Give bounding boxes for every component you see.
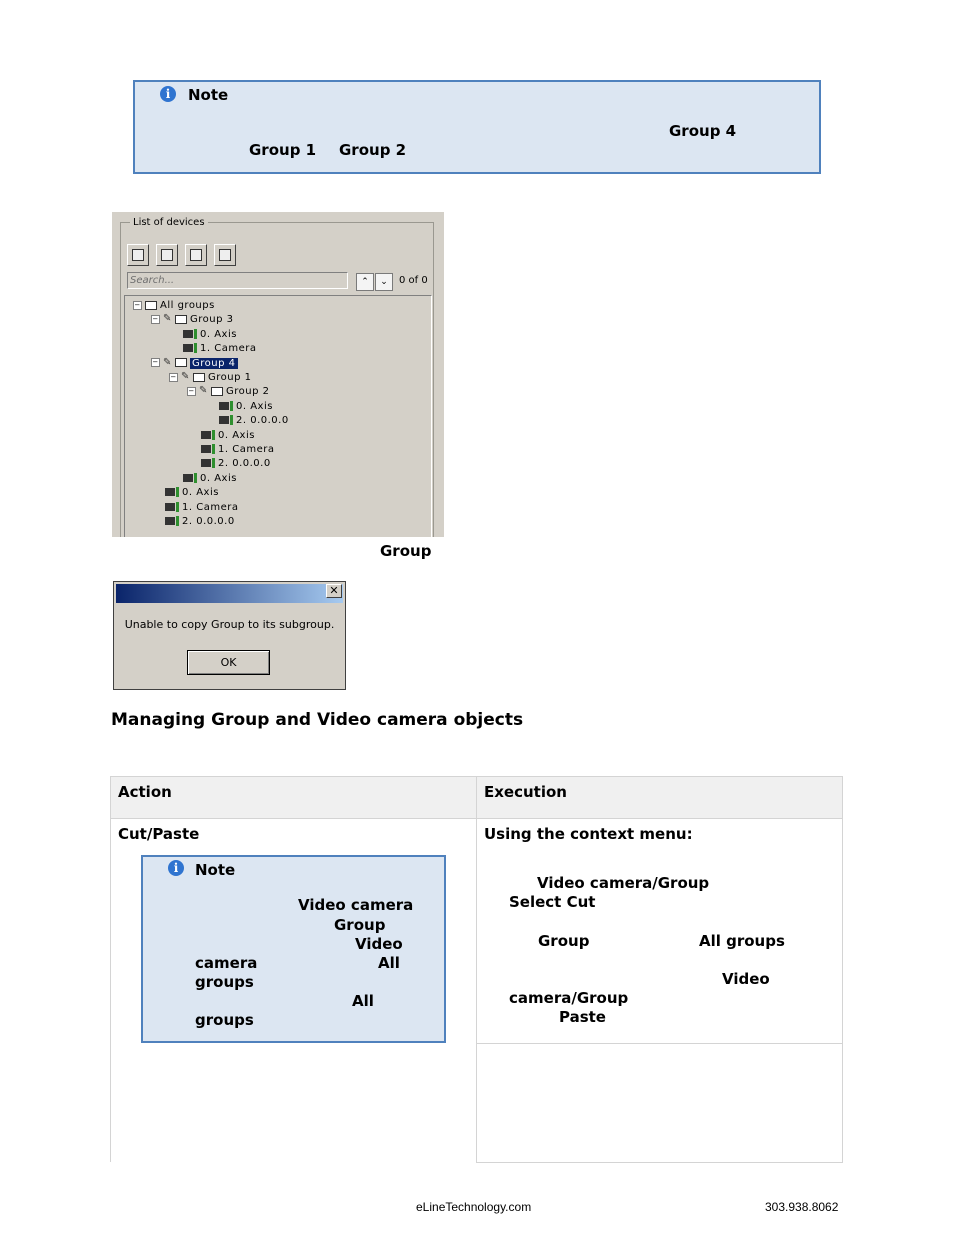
tree-item-label: 0. Axis [218, 429, 255, 441]
note-term-group4: Group 4 [669, 122, 737, 140]
tree-item-label: Group 4 [192, 357, 236, 369]
note-term-all-2: All [352, 992, 374, 1010]
error-dialog [113, 581, 346, 690]
search-down-button[interactable]: ⌄ [375, 273, 393, 291]
device-list-panel [112, 212, 444, 537]
camera-icon [183, 330, 193, 338]
tree-camera-item[interactable] [165, 486, 219, 500]
paste-button[interactable] [185, 244, 207, 266]
execution-heading: Using the context menu: [484, 825, 693, 843]
note-term-camera: camera [195, 954, 258, 972]
info-icon: i [168, 860, 184, 876]
pencil-icon: ✎ [181, 371, 190, 382]
tree-item-label: 1. Camera [200, 343, 257, 355]
table-border-row1-right [476, 1043, 843, 1044]
table-border-bottom-right [476, 1162, 843, 1163]
tree-item-label: Group 2 [226, 386, 270, 398]
camera-status-icon [230, 401, 233, 411]
tree-item-label: 0. Axis [200, 328, 237, 340]
note-term-all-1: All [378, 954, 400, 972]
camera-status-icon [194, 343, 197, 353]
close-icon[interactable]: ✕ [326, 584, 342, 598]
note-term-video: Video [355, 935, 403, 953]
tree-item-label: 2. 0.0.0.0 [182, 516, 235, 527]
tree-item-label: 1. Camera [218, 444, 275, 455]
tree-camera-item[interactable] [201, 429, 255, 443]
footer-site: eLineTechnology.com [416, 1200, 532, 1214]
camera-status-icon [212, 430, 215, 440]
search-up-button[interactable]: ⌃ [356, 273, 374, 291]
tree-camera-item[interactable] [201, 443, 274, 457]
paste-icon [190, 249, 202, 261]
device-list-legend: List of devices [130, 216, 208, 229]
tree-group-item[interactable] [169, 371, 252, 385]
note-term-group1: Group 1 [249, 141, 317, 159]
search-result-count: 0 of 0 [399, 275, 428, 286]
exec-term-paste: Paste [559, 1008, 606, 1026]
exec-term-video: Video [722, 970, 770, 988]
group-icon [145, 301, 157, 310]
camera-status-icon [194, 329, 197, 339]
table-note-title: Note [195, 861, 236, 879]
collapse-icon[interactable]: − [152, 314, 159, 323]
table-note-box [141, 855, 446, 1043]
table-header-execution: Execution [484, 783, 567, 801]
footer-phone: 303.938.8062 [765, 1200, 839, 1214]
camera-status-icon [194, 473, 197, 483]
device-tree [124, 295, 432, 537]
tree-item-label: 0. Axis [182, 487, 219, 499]
tree-camera-item[interactable] [219, 400, 273, 414]
table-border-right [842, 776, 843, 1162]
group-icon [175, 315, 187, 324]
copy-icon [161, 249, 173, 261]
table-header-action: Action [118, 783, 172, 801]
camera-icon [165, 503, 175, 511]
tree-group-item[interactable] [187, 385, 270, 399]
camera-icon [201, 431, 211, 439]
cut-icon [132, 249, 144, 261]
note-term-video-camera: Video camera [298, 896, 414, 914]
camera-icon [165, 488, 175, 496]
exec-term-camera-group: camera/Group [509, 989, 629, 1007]
tree-camera-item[interactable] [219, 414, 289, 428]
collapse-icon[interactable]: − [170, 372, 177, 381]
tree-camera-item[interactable] [183, 342, 256, 356]
group-icon [175, 358, 187, 367]
note-term-groups-2: groups [195, 1011, 254, 1029]
group-icon [211, 387, 223, 396]
camera-status-icon [176, 516, 179, 526]
tree-item-label: 1. Camera [182, 501, 239, 513]
tree-item-label: 2. 0.0.0.0 [236, 415, 289, 427]
tree-item-label: 0. Axis [200, 472, 237, 484]
group-icon [193, 373, 205, 382]
tree-item-label: Group 1 [208, 372, 252, 383]
tree-camera-item[interactable] [183, 328, 237, 342]
camera-icon [165, 517, 175, 525]
tree-camera-item[interactable] [183, 472, 237, 486]
dialog-message: Unable to copy Group to its subgroup. [124, 618, 335, 631]
tree-camera-item[interactable] [201, 457, 271, 471]
info-icon: i [160, 86, 176, 102]
camera-status-icon [212, 458, 215, 468]
table-border-middle [476, 776, 477, 1162]
camera-status-icon [212, 444, 215, 454]
collapse-icon[interactable]: − [134, 300, 141, 309]
camera-icon [219, 402, 229, 410]
dialog-titlebar [116, 584, 343, 603]
camera-icon [201, 445, 211, 453]
tree-camera-item[interactable] [165, 501, 238, 515]
pencil-icon: ✎ [163, 356, 172, 368]
copy-button[interactable] [156, 244, 178, 266]
camera-icon [201, 459, 211, 467]
tree-group-item[interactable] [133, 299, 215, 313]
action-cut-paste: Cut/Paste [118, 825, 200, 843]
exec-term-all-groups: All groups [699, 932, 785, 950]
pencil-icon: ✎ [163, 313, 172, 325]
exec-term-select-cut: Select Cut [509, 893, 596, 911]
camera-icon [183, 474, 193, 482]
cut-button[interactable] [127, 244, 149, 266]
collapse-icon[interactable]: − [152, 358, 159, 367]
tree-item-label: 2. 0.0.0.0 [218, 458, 271, 470]
camera-status-icon [176, 487, 179, 497]
tree-item-label: All groups [160, 300, 215, 311]
pencil-icon: ✎ [199, 385, 208, 397]
section-heading: Managing Group and Video camera objects [111, 710, 524, 730]
exec-term-video-camera-group: Video camera/Group [537, 874, 710, 892]
tree-camera-item[interactable] [165, 515, 235, 529]
camera-icon [219, 416, 229, 424]
tree-group-item[interactable] [151, 357, 238, 371]
camera-status-icon [230, 415, 233, 425]
tree-group-item[interactable] [151, 313, 234, 327]
search-input[interactable]: Search... [127, 272, 348, 289]
top-note-box [133, 80, 821, 174]
note-term-group2: Group 2 [339, 141, 407, 159]
tree-item-label: Group 3 [190, 314, 234, 326]
collapse-icon[interactable]: − [188, 386, 195, 395]
add-button[interactable] [214, 244, 236, 266]
ok-button[interactable]: OK [187, 650, 270, 675]
note-term-groups-1: groups [195, 973, 254, 991]
camera-icon [183, 344, 193, 352]
camera-status-icon [176, 502, 179, 512]
add-icon [219, 249, 231, 261]
tree-item-label: 0. Axis [236, 400, 273, 412]
caption-group: Group [380, 542, 432, 560]
table-border-left [110, 776, 111, 1162]
note-title: Note [188, 86, 229, 104]
exec-term-group: Group [538, 932, 590, 950]
note-term-group: Group [334, 916, 386, 934]
